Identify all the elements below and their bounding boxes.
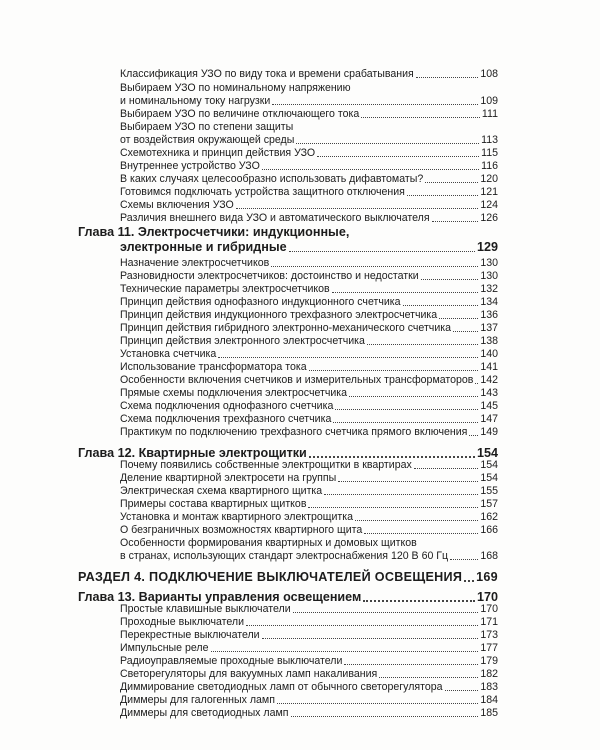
toc-title: электронные и гибридные [120,240,287,254]
dot-leader [475,383,478,384]
toc-entry [120,199,498,212]
toc-page-number: 173 [480,629,498,641]
toc-page-number: 130 [480,257,498,269]
dot-leader [432,221,479,222]
toc-page-number: 184 [480,694,498,706]
toc-page-number: 168 [480,550,498,562]
toc-page-number: 154 [480,472,498,484]
toc-page-number: 157 [480,498,498,510]
toc-page-number: 155 [480,485,498,497]
toc-title: Глава 11. Электросчетчики: индукционные, [78,225,350,239]
toc-entry [120,707,498,720]
dot-leader [309,370,479,371]
toc-title: Диммирование светодиодных ламп от обычного светорегулятора [120,681,443,693]
toc-entry [120,348,498,361]
toc-entry [120,511,498,524]
dot-leader [464,580,474,582]
toc-page-number: 129 [476,240,498,254]
dot-leader [338,481,478,482]
dot-leader [344,664,478,665]
toc-entry [120,270,498,283]
toc-page-number: 124 [480,199,498,211]
dot-leader [379,677,478,678]
toc-title: Особенности включения счетчиков и измерительных трансформаторов [120,374,474,386]
toc-page-number: 141 [480,361,498,373]
toc-page-number: 154 [476,446,498,460]
toc-title: от воздействия окружающей среды [120,134,295,146]
toc-page-number: 126 [480,212,498,224]
toc-page-number: 170 [480,603,498,615]
toc-entry [120,550,498,563]
toc-entry [120,387,498,400]
toc-title: Примеры состава квартирных щитков [120,498,307,510]
toc-title: Выбираем УЗО по величине отключающего тока [120,108,360,120]
toc-entry [120,212,498,225]
toc-entry [120,655,498,668]
toc-page-number: 145 [480,400,498,412]
toc-title: Перекрестные выключатели [120,629,260,641]
dot-leader [211,651,479,652]
toc-entry [120,160,498,173]
toc-entry [120,400,498,413]
toc-entry [120,68,498,81]
toc-title: Особенности формирования квартирных и домовых щитков [120,537,417,549]
toc-title: Принцип действия однофазного индукционного счетчика [120,296,401,308]
dot-leader [293,612,479,613]
toc-title: Схема подключения однофазного счетчика [120,400,334,412]
toc-page-number: 171 [480,616,498,628]
toc-title: Прямые схемы подключения электросчетчика [120,387,348,399]
dot-leader [333,422,478,423]
toc-title: РАЗДЕЛ 4. ПОДКЛЮЧЕНИЕ ВЫКЛЮЧАТЕЛЕЙ ОСВЕЩЕНИЯ [78,570,463,584]
toc-page-number: 140 [480,348,498,360]
toc-entry-continued [120,537,498,550]
toc-title: Диммеры для галогенных ламп [120,694,275,706]
toc-title: Различия внешнего вида УЗО и автоматического выключателя [120,212,430,224]
toc-entry [120,173,498,186]
toc-title: Установка и монтаж квартирного электрощитка [120,511,353,523]
dot-leader [414,468,479,469]
toc-title: Светорегуляторы для вакуумных ламп накаливания [120,668,378,680]
toc-title: Принцип действия гибридного электронно-механического счетчика [120,322,451,334]
dot-leader [309,456,475,458]
toc-entry [120,472,498,485]
toc-title: Назначение электросчетчиков [120,257,270,269]
dot-leader [262,638,479,639]
toc-entry [120,524,498,537]
toc-title: Внутреннее устройство УЗО [120,160,260,172]
toc-page-number: 130 [480,270,498,282]
toc-title: Схемотехника и принцип действия УЗО [120,147,316,159]
chapter-heading [78,225,498,240]
dot-leader [246,625,478,626]
dot-leader [355,520,478,521]
toc-title: Принцип действия электронного электросчетчика [120,335,365,347]
dot-leader [324,494,478,495]
toc-entry [120,309,498,322]
chapter-heading-continued [120,240,498,255]
dot-leader [317,156,479,157]
toc-entry [120,694,498,707]
toc-entry [120,603,498,616]
dot-leader [335,409,478,410]
toc-title: в странах, использующих стандарт электроснабжения 120 В 60 Гц [120,550,449,562]
dot-leader [453,331,478,332]
toc-entry [120,642,498,655]
toc-entry [120,108,498,121]
dot-leader [439,318,478,319]
toc-entry [120,498,498,511]
dot-leader [277,703,478,704]
toc-entry [120,413,498,426]
toc-page-number: 113 [481,134,498,146]
toc-page-number: 116 [481,160,498,172]
toc-title: Проходные выключатели [120,616,245,628]
dot-leader [416,77,479,78]
toc-title: Принцип действия индукционного трехфазного электросчетчика [120,309,438,321]
dot-leader [289,251,475,252]
dot-leader [407,195,478,196]
toc-entry-continued [120,82,498,95]
section-heading [78,570,498,585]
toc-entry [120,186,498,199]
toc-page-number: 170 [476,590,498,604]
toc-entry-continued [120,121,498,134]
toc-page-number: 134 [480,296,498,308]
toc-page-number: 183 [480,681,498,693]
toc-title: Выбираем УЗО по номинальному напряжению [120,82,351,94]
toc-title: Почему появились собственные электрощитки в квартирах [120,459,412,471]
dot-leader [296,143,479,144]
toc-page-number: 109 [480,95,498,107]
dot-leader [367,344,478,345]
toc-page-number: 138 [480,335,498,347]
toc-page-number: 121 [480,186,498,198]
toc-entry [120,147,498,160]
toc-page-number: 143 [480,387,498,399]
toc-page-number: 147 [480,413,498,425]
dot-leader [236,208,479,209]
dot-leader [364,533,478,534]
toc-page-number: 136 [480,309,498,321]
toc-entry [120,374,498,387]
toc-page-number: 179 [480,655,498,667]
toc-entry [120,95,498,108]
toc-title: Глава 13. Варианты управления освещением [78,590,362,604]
toc-page-number: 154 [480,459,498,471]
dot-leader [218,357,478,358]
toc-page-number: 137 [480,322,498,334]
dot-leader [291,716,479,717]
dot-leader [469,435,478,436]
toc-page-number: 177 [480,642,498,654]
toc-page-number: 162 [480,511,498,523]
toc-page-number: 108 [480,68,498,80]
toc-entry [120,257,498,270]
toc-entry [120,616,498,629]
toc-title: Технические параметры электросчетчиков [120,283,330,295]
toc-entry [120,322,498,335]
toc-entry [120,426,498,439]
toc-title: Электрическая схема квартирного щитка [120,485,323,497]
toc-page-number: 185 [480,707,498,719]
toc-page-number: 142 [480,374,498,386]
dot-leader [262,169,479,170]
toc-entry [120,296,498,309]
toc-title: Установка счетчика [120,348,217,360]
toc-entry [120,134,498,147]
toc-title: Деление квартирной электросети на группы [120,472,337,484]
dot-leader [308,507,478,508]
toc-title: Разновидности электросчетчиков: достоинство и недостатки [120,270,419,282]
toc-title: В каких случаях целесообразно использовать дифавтоматы? [120,173,424,185]
toc-page-number: 111 [481,108,498,120]
toc-entry [120,335,498,348]
dot-leader [445,690,479,691]
toc-title: Радиоуправляемые проходные выключатели [120,655,343,667]
toc-page-number: 169 [476,570,498,584]
dot-leader [363,600,475,602]
toc-page-number: 166 [480,524,498,536]
toc-page-number: 132 [480,283,498,295]
toc-title: Схемы включения УЗО [120,199,234,211]
toc-page-number: 115 [481,147,498,159]
toc-entry [120,283,498,296]
toc-entry [120,459,498,472]
toc-page-number: 149 [480,426,498,438]
toc-title: О безграничных возможностях квартирного щита [120,524,363,536]
toc-title: Готовимся подключать устройства защитного отключения [120,186,405,198]
toc-title: и номинальному току нагрузки [120,95,271,107]
toc-page-number: 182 [480,668,498,680]
dot-leader [271,266,478,267]
dot-leader [272,104,478,105]
dot-leader [425,182,478,183]
dot-leader [421,279,479,280]
toc-entry [120,485,498,498]
toc-title: Выбираем УЗО по степени защиты [120,121,294,133]
dot-leader [361,117,480,118]
toc-entry [120,629,498,642]
toc-title: Диммеры для светодиодных ламп [120,707,289,719]
toc-title: Практикум по подключению трехфазного счетчика прямого включения [120,426,468,438]
dot-leader [332,292,479,293]
toc-entry [120,668,498,681]
toc-page-number: 120 [480,173,498,185]
toc-title: Глава 12. Квартирные электрощитки [78,446,307,460]
toc-entry [120,361,498,374]
toc-title: Простые клавишные выключатели [120,603,291,615]
toc-title: Классификация УЗО по виду тока и времени срабатывания [120,68,414,80]
toc-title: Использование трансформатора тока [120,361,307,373]
dot-leader [349,396,478,397]
dot-leader [450,559,478,560]
toc-title: Схема подключения трехфазного счетчика [120,413,332,425]
toc-entry [120,681,498,694]
dot-leader [403,305,479,306]
toc-title: Импульсные реле [120,642,209,654]
